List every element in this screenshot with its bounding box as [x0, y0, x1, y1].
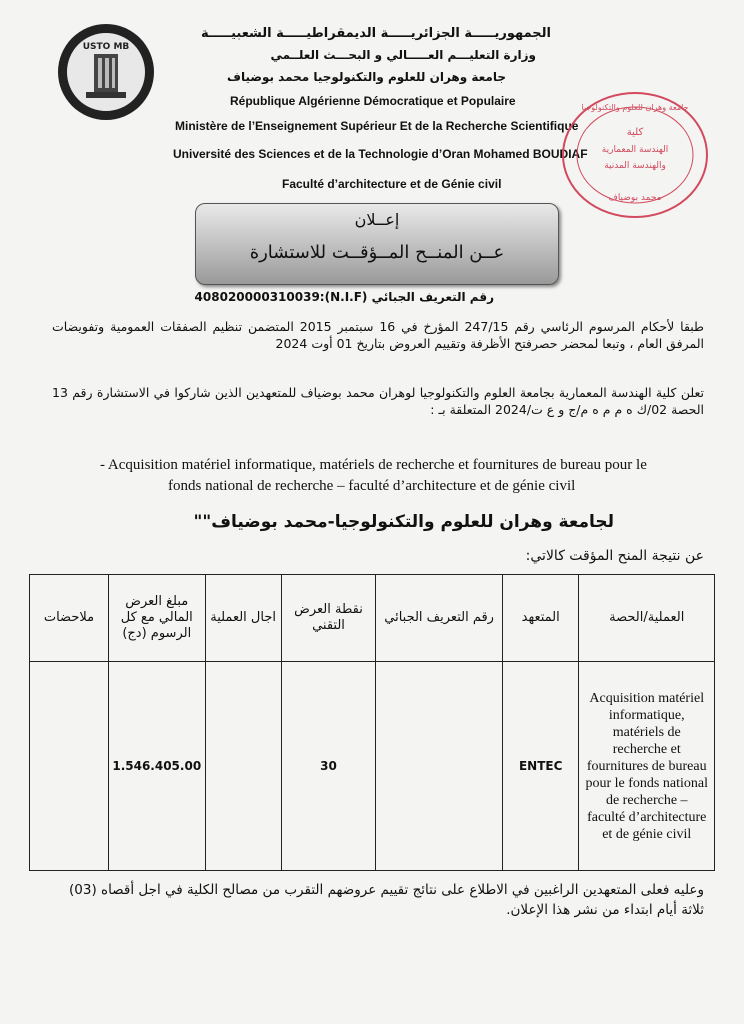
stamp-line1: جامعة وهران للعلوم والتكنولوجيا: [581, 103, 689, 112]
header-notes: ملاحضات: [30, 575, 109, 662]
stamp-line2: كلية: [626, 127, 644, 138]
header-bidder: المتعهد: [502, 575, 579, 662]
cell-amount: 1.546.405.00: [108, 662, 205, 871]
cell-duration: [205, 662, 281, 871]
cell-bidder: ENTEC: [502, 662, 579, 871]
header-republic-fr: République Algérienne Démocratique et Populaire: [230, 94, 516, 108]
header-duration: اجال العملية: [205, 575, 281, 662]
acquisition-line-2: fonds national de recherche – faculté d’architecture et de génie civil: [168, 478, 576, 494]
nif-line: رقم التعريف الجبائي (N.I.F):408020000310039: [194, 290, 494, 304]
cell-operation: Acquisition matériel informatique, matériels de recherche et fournitures de bureau pour le fonds national de recherche – faculté d’architecture et de génie civil: [579, 662, 715, 871]
header-university-fr: Université des Sciences et de la Technologie d’Oran Mohamed BOUDIAF: [173, 147, 588, 161]
header-nif: رقم التعريف الجبائي: [376, 575, 503, 662]
announcement-banner: [195, 203, 559, 285]
stamp-line3: الهندسة المعمارية: [601, 145, 669, 155]
banner-subtitle: عــن المنــح المــؤقــت للاستشارة: [249, 242, 505, 263]
logo-text: USTO MB: [82, 42, 130, 52]
closing-paragraph: وعليه فعلى المتعهدين الراغبين في الاطلاع على نتائج تقييم عروضهم التقرب من مصالح الكلية في اجل أقصاه (03) ثلاثة أيام ابتداء من نشر هذا الإعلان.: [68, 882, 704, 918]
faculty-stamp: [560, 90, 710, 220]
stamp-line5: محمد بوضياف: [608, 193, 662, 203]
results-table: [29, 574, 715, 871]
acquisition-line-1: - Acquisition matériel informatique, matériels de recherche et fournitures de bureau pour le: [100, 457, 647, 473]
result-intro: عن نتيجة المنح المؤقت كالاتي:: [525, 548, 704, 564]
stamp-line4: والهندسة المدنية: [604, 161, 666, 171]
header-republic-ar: الجمهوريـــــة الجزائريـــــة الديمقراطيـــــة الشعبيـــــة: [200, 26, 551, 41]
announcement-paragraph: تعلن كلية الهندسة المعمارية بجامعة العلوم والتكنولوجيا لوهران محمد بوضياف للمتعهدين الذين شاركوا في الاستشارة رقم 13 الحصة 02/ك ه م م ه م/ج و ع ت/2024 المتعلقة بـ :: [52, 385, 704, 417]
cell-nif: [376, 662, 503, 871]
university-title-line: لجامعة وهران للعلوم والتكنولوجيا-محمد بوضياف"": [193, 512, 614, 532]
legal-basis-paragraph: طبقا لأحكام المرسوم الرئاسي رقم 247/15 المؤرخ في 16 سبتمبر 2015 المتضمن تنظيم الصفقات العمومية وتفويضات المرفق العام ، وتبعا لمحضر حصرفتح الأظرفة وتقييم العروض بتاريخ 01 أوت 2024: [52, 319, 704, 351]
header-faculty-fr: Faculté d’architecture et de Génie civil: [282, 177, 502, 191]
header-amount: مبلغ العرض المالي مع كل الرسوم (دج): [108, 575, 205, 662]
university-logo: [56, 22, 156, 122]
header-technical-score: نقطة العرض التقني: [281, 575, 376, 662]
header-ministry-ar: وزارة التعليـــم العـــــالي و البحـــث العلــمي: [270, 48, 536, 62]
header-operation: العملية/الحصة: [579, 575, 715, 662]
banner-title: إعــلان: [354, 210, 400, 229]
table-row: [30, 662, 715, 871]
cell-notes: [30, 662, 109, 871]
table-header-row: [30, 575, 715, 662]
header-university-ar: جامعة وهران للعلوم والتكنولوجيا محمد بوضياف: [227, 70, 506, 84]
cell-technical-score: 30: [281, 662, 376, 871]
header-ministry-fr: Ministère de l’Enseignement Supérieur Et de la Recherche Scientifique: [175, 119, 579, 133]
